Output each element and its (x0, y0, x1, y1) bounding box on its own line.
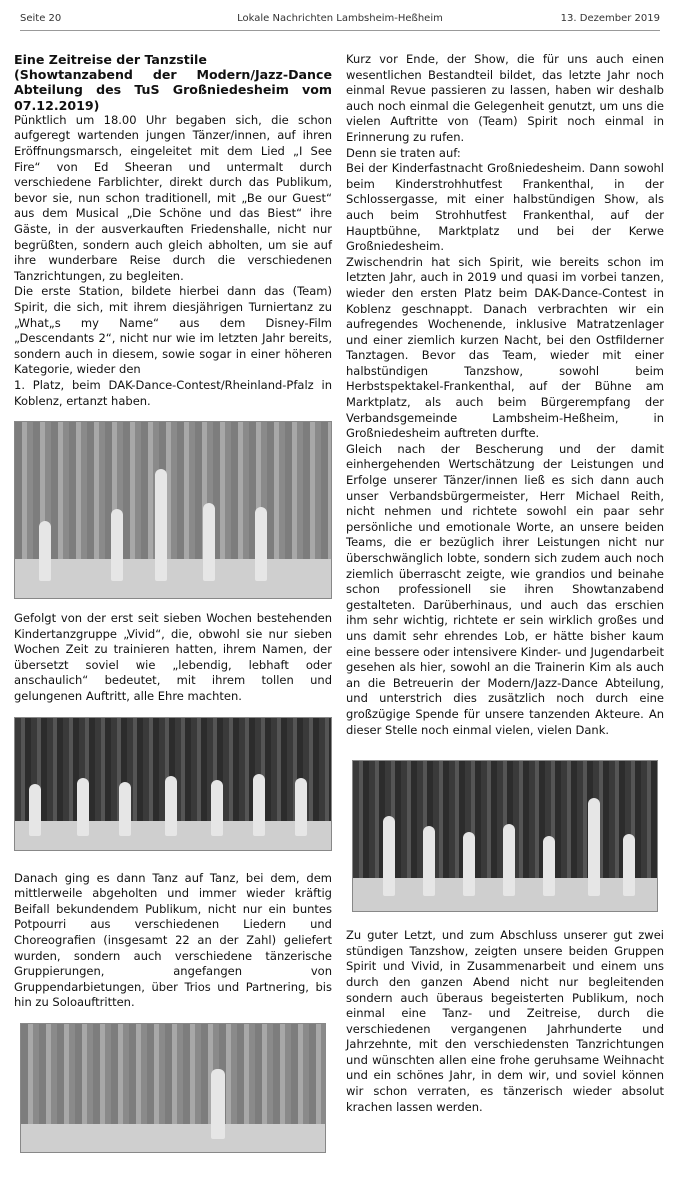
paragraph: Gleich nach der Bescherung und der damit einhergehenden Wertschätzung der Leistungen und Erfolge unserer Tänzer/innen ließ es sich dann auch unser Verbandsbürgermeister, Herr Michael Reith, nicht nehmen und richtete sowohl ein paar sehr persönliche und emotionale Worte, an unsere beiden Teams, die er bezüglich ihrer Leistungen nicht nur überschwänglich lobte, sondern sich zudem auch noch ziemlich überrascht zeigte, wie grandios und beinahe schon professionell sie ihren Showtanzabend gestalteten. Darüberhinaus, und auch das erschien ihm sehr wichtig, richtete er sein wirklich großes und uns damit sehr ehrendes Lob, er hätte bisher kaum eine bessere oder intensivere Kinder- und Jugendarbeit gesehen als hier, sowohl an die Trainerin Kim als auch an die Betreuerin der Modern/Jazz-Dance Abteilung, und unterstrich dies zusätzlich noch durch eine großzügige Spende für unsere tanzenden Akteure. An dieser Stelle noch einmal vielen, vielen Dank. (346, 441, 664, 737)
paragraph: Zu guter Letzt, und zum Abschluss unserer gut zwei stündigen Tanzshow, zeigten unsere beiden Gruppen Spirit und Vivid, in Zusammenarbeit und einem uns durch den ganzen Abend nicht nur begleitenden sondern auch überaus begeisterten Publikum, noch einmal eine Tanz- und Zeitreise, durch die verschiedenen vergangenen Jahrhunderte und Jahrzehnte, mit den verschiedensten Tanzrichtungen und wünschten allen eine frohe geruhsame Weihnacht und ein schönes Jahr, in dem wir, und soviel können wir schon verraten, es tänzerisch wieder absolut krachen lassen werden. (346, 928, 664, 1114)
photo-finale-group (352, 760, 658, 912)
publication-name: Lokale Nachrichten Lambsheim-Heßheim (237, 13, 443, 24)
paragraph: Pünktlich um 18.00 Uhr begaben sich, die schon aufgeregt wartenden jungen Tänzer/innen, auf ihren Eröffnungsmarsch, eingeleitet mit dem Lied „I See Fire“ von Ed Sheeran und untermalt durch verschiedene Farblichter, direkt durch das Publikum, bevor sie, nun schon traditionell, mit „Be our Guest“ aus dem Musical „Die Schöne und das Biest“ ihre Gäste, in der ausverkauften Friedenshalle, nicht nur begrüßten, sondern auch gleich abholten, um sie auf ihre wunderbare Reise durch die verschiedenen Tanzrichtungen, zu begleiten. (14, 112, 332, 283)
photo-team-spirit (14, 421, 332, 599)
paragraph: Kurz vor Ende, der Show, die für uns auch einen wesentlichen Bestandteil bildet, das letzte Jahr noch einmal Revue passieren zu lassen, haben wir deshalb auch noch einmal die Gelegenheit genutzt, um uns die vielen Auftritte von (Team) Spirit noch einmal in Erinnerung zu rufen. (346, 52, 664, 144)
paragraph: Danach ging es dann Tanz auf Tanz, bei dem, dem mittlerweile abgeholten und immer wieder kräftig Beifall bekundendem Publikum, nicht nur ein buntes Potpourri aus verschiedenen Liedern und Choreografien (insgesamt 22 an der Zahl) geliefert wurden, sondern auch verschiedene tänzerische Gruppierungen, angefangen von Gruppendarbietungen, über Trios und Partnering, bis hin zu Soloauftritten. (14, 870, 332, 1010)
paragraph: Bei der Kinderfastnacht Großniedesheim. Dann sowohl beim Kinderstrohhutfest Frankenthal, in der Schlossergasse, mit einer halbstündigen Show, als auch beim Strohhutfest Frankenthal, auf der Hauptbühne, Marktplatz und bei der Kerwe Großniedesheim. (346, 161, 664, 254)
paragraph: Denn sie traten auf: (346, 145, 461, 160)
paragraph: Zwischendrin hat sich Spirit, wie bereits schon im letzten Jahr, auch in 2019 und quasi im vorbei tanzen, wieder den ersten Platz beim DAK-Dance-Contest in Koblenz geschnappt. Danach verbrachten wir ein aufregendes Wochenende, inklusive Matratzenlager und einer ziemlich kurzen Nacht, bei den Ostfilderner Tanztagen. Bevor das Team, wieder mit einer halbstündigen Tanzshow, sowohl beim Herbstspektakel-Frankenthal, auf der Bühne am Marktplatz, als auch beim Bürgerempfang der Verbandsgemeinde Lambsheim-Heßheim, in Großniedesheim auftreten durfte. (346, 254, 664, 441)
page-number: Seite 20 (20, 13, 62, 24)
photo-vivid-group (14, 717, 332, 851)
issue-date: 13. Dezember 2019 (560, 13, 660, 24)
paragraph: Gefolgt von der erst seit sieben Wochen bestehenden Kindertanzgruppe „Vivid“, die, obwohl sie nur sieben Wochen Zeit zu trainieren hatten, ihrem Namen, der übersetzt soviel wie „lebendig, lebhaft oder anschaulich“ bedeutet, mit ihrem tollen und gelungenen Auftritt, alle Ehre machten. (14, 611, 332, 704)
article-title: Eine Zeitreise der Tanzstile (14, 52, 207, 67)
page-header (20, 10, 660, 31)
photo-solo-dancer (20, 1023, 326, 1153)
paragraph: Die erste Station, bildete hierbei dann das (Team) Spirit, die sich, mit ihrem diesjährigen Turniertanz zu „What„s my Name“ aus dem Disney-Film „Descendants 2“, nicht nur wie im letzten Jahr bereits, sondern auch in diesem, sowie sogar in einer höheren Kategorie, wieder den (14, 284, 332, 377)
article-subtitle: (Showtanzabend der Modern/Jazz-Dance Abteilung des TuS Großniedesheim vom 07.12.2019) (14, 67, 332, 113)
paragraph: 1. Platz, beim DAK-Dance-Contest/Rheinland-Pfalz in Koblenz, ertanzt haben. (14, 377, 332, 408)
right-column (346, 52, 664, 1115)
left-column (14, 52, 332, 1153)
